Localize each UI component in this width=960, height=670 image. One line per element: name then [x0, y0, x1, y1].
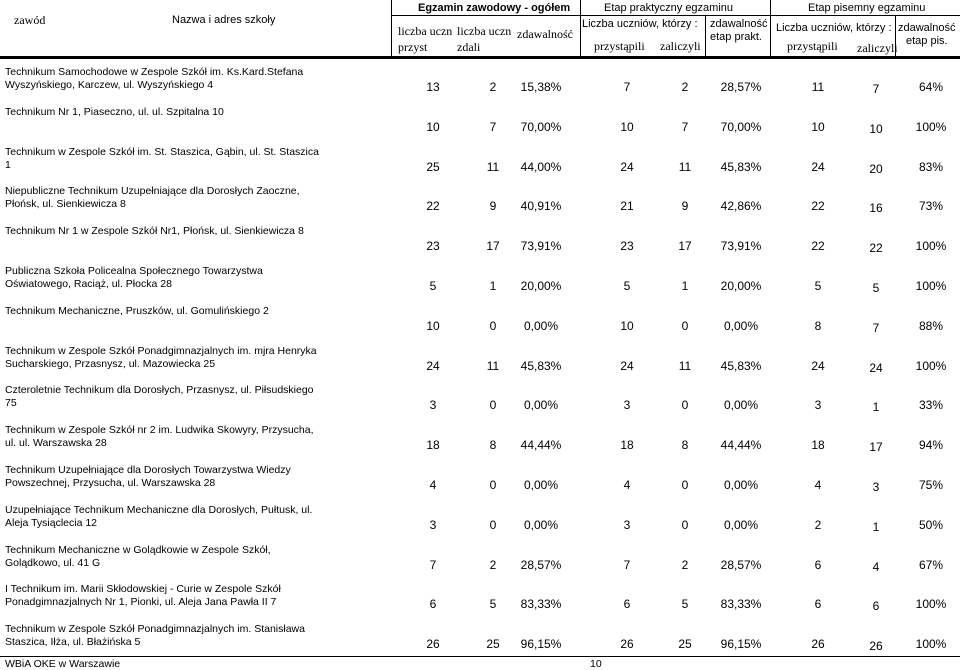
cell-value: 20	[869, 161, 883, 176]
cell-value: 18	[620, 438, 634, 453]
school-name: Technikum Samochodowe w Zespole Szkół im. Ks.Kard.Stefana Wyszyńskiego, Karczew, ul. Wyszyńskiego 4	[5, 66, 304, 91]
cell-value: 75%	[918, 478, 944, 492]
cell-value: 10	[426, 119, 440, 134]
cell-value: 28,57%	[720, 557, 762, 572]
cell-value: 0,00%	[723, 517, 759, 532]
cell-value: 10	[869, 121, 883, 136]
cell-value: 1	[872, 400, 880, 415]
header-zawod: zawód	[14, 13, 46, 27]
cell-value: 3	[814, 398, 822, 413]
cell-value: 11	[678, 358, 692, 373]
cell-value: 0	[489, 318, 497, 333]
cell-value: 0,00%	[723, 478, 759, 492]
cell-value: 18	[811, 438, 825, 453]
table-row	[0, 259, 960, 299]
table-row	[0, 418, 960, 458]
cell-value: 8	[489, 438, 497, 453]
cell-value: 7	[681, 119, 689, 134]
cell-value: 0,00%	[723, 318, 759, 333]
cell-value: 96,15%	[720, 637, 762, 652]
cell-value: 4	[814, 478, 822, 492]
header-practical-col1: przystąpili	[594, 39, 645, 53]
table-row	[0, 60, 960, 100]
cell-value: 11	[486, 159, 500, 174]
table-row	[0, 378, 960, 418]
cell-value: 0	[681, 517, 689, 532]
cell-value: 83%	[918, 159, 944, 174]
cell-value: 100%	[915, 597, 947, 612]
footer-page-number: 10	[590, 658, 602, 670]
cell-value: 0	[489, 478, 497, 492]
table-row	[0, 498, 960, 538]
cell-value: 2	[681, 80, 689, 94]
table-row	[0, 538, 960, 578]
cell-value: 13	[426, 80, 440, 94]
header-divider	[0, 56, 960, 59]
school-name: Czteroletnie Technikum dla Dorosłych, Przasnysz, ul. Piłsudskiego 75	[5, 384, 314, 410]
table-row	[0, 179, 960, 219]
cell-value: 73%	[918, 199, 944, 214]
school-name: Technikum Uzupełniające dla Dorosłych Towarzystwa Wiedzy Powszechnej, Przysucha, ul. Warszawska 28	[5, 464, 291, 489]
cell-value: 3	[872, 480, 880, 494]
cell-value: 26	[869, 639, 883, 654]
cell-value: 33%	[918, 398, 944, 413]
cell-value: 5	[429, 279, 437, 293]
cell-value: 3	[623, 517, 631, 532]
cell-value: 44,44%	[520, 438, 562, 453]
header-overall-col2b: zdali	[457, 40, 481, 54]
header-overall-col1a: liczba uczn	[398, 24, 453, 38]
cell-value: 21	[620, 199, 634, 214]
cell-value: 7	[872, 320, 880, 335]
cell-value: 1	[489, 279, 497, 293]
table-row	[0, 458, 960, 498]
cell-value: 7	[489, 119, 497, 134]
cell-value: 22	[811, 199, 825, 214]
cell-value: 3	[429, 517, 437, 532]
table-header	[0, 0, 960, 56]
cell-value: 5	[681, 597, 689, 612]
school-name: Niepubliczne Technikum Uzupełniające dla Dorosłych Zaoczne, Płońsk, ul. Sienkiewicza 8	[5, 185, 300, 211]
cell-value: 88%	[918, 318, 944, 333]
table-row	[0, 100, 960, 140]
cell-value: 5	[814, 279, 822, 293]
table-row	[0, 617, 960, 657]
cell-value: 0,00%	[523, 318, 559, 333]
cell-value: 73,91%	[520, 239, 562, 254]
header-written-rate-a: zdawalność	[898, 22, 956, 34]
cell-value: 10	[811, 119, 825, 134]
cell-value: 0	[489, 517, 497, 532]
table-row	[0, 140, 960, 180]
cell-value: 64%	[918, 80, 944, 94]
cell-value: 8	[814, 318, 822, 333]
cell-value: 40,91%	[520, 199, 562, 214]
cell-value: 11	[811, 80, 825, 94]
header-practical-rate-a: zdawalność	[710, 18, 768, 30]
cell-value: 7	[623, 80, 631, 94]
cell-value: 1	[681, 279, 689, 293]
header-overall: Egzamin zawodowy - ogółem	[418, 2, 571, 14]
cell-value: 8	[681, 438, 689, 453]
cell-value: 22	[811, 239, 825, 254]
cell-value: 0	[681, 318, 689, 333]
cell-value: 10	[620, 119, 634, 134]
cell-value: 28,57%	[520, 557, 562, 572]
school-name: Technikum w Zespole Szkół nr 2 im. Ludwika Skowyry, Przysucha, ul. ul. Warszawska 28	[5, 424, 314, 450]
cell-value: 16	[869, 201, 883, 216]
cell-value: 100%	[915, 279, 947, 293]
cell-value: 23	[620, 239, 634, 254]
cell-value: 22	[426, 199, 440, 214]
cell-value: 45,83%	[720, 159, 762, 174]
school-name: Technikum w Zespole Szkół Ponadgimnazjalnych im. Stanisława Staszica, Iłża, ul. Błażińska 5	[5, 623, 305, 649]
cell-value: 24	[620, 358, 634, 373]
cell-value: 7	[623, 557, 631, 572]
school-name: Technikum Mechaniczne w Golądkowie w Zespole Szkół, Golądkowo, ul. 41 G	[5, 543, 271, 569]
cell-value: 15,38%	[520, 80, 562, 94]
cell-value: 1	[872, 519, 880, 534]
school-name: Technikum w Zespole Szkół im. St. Staszica, Gąbin, ul. St. Staszica 1	[5, 145, 319, 171]
cell-value: 6	[872, 599, 880, 614]
school-name: Technikum Nr 1, Piaseczno, ul. ul. Szpitalna 10	[5, 105, 224, 118]
cell-value: 26	[811, 637, 825, 652]
cell-value: 22	[869, 241, 883, 256]
cell-value: 6	[623, 597, 631, 612]
cell-value: 0,00%	[523, 478, 559, 492]
cell-value: 11	[486, 358, 500, 373]
cell-value: 26	[620, 637, 634, 652]
cell-value: 70,00%	[520, 119, 562, 134]
cell-value: 0	[681, 478, 689, 492]
cell-value: 6	[814, 557, 822, 572]
cell-value: 10	[620, 318, 634, 333]
page-footer	[0, 656, 960, 669]
cell-value: 2	[489, 557, 497, 572]
cell-value: 5	[623, 279, 631, 293]
header-written-col1: przystąpili	[787, 39, 838, 53]
cell-value: 5	[872, 281, 880, 295]
cell-value: 100%	[915, 239, 947, 254]
cell-value: 5	[489, 597, 497, 612]
cell-value: 100%	[915, 358, 947, 373]
header-written-sub: Liczba uczniów, którzy :	[776, 22, 892, 34]
header-school: Nazwa i adres szkoły	[172, 14, 276, 26]
table-row	[0, 299, 960, 339]
table-row	[0, 219, 960, 259]
cell-value: 17	[486, 239, 500, 254]
cell-value: 100%	[915, 637, 947, 652]
cell-value: 67%	[918, 557, 944, 572]
school-name: Publiczna Szkoła Policealna Społecznego Towarzystwa Oświatowego, Raciąż, ul. Płocka 28	[5, 265, 263, 290]
cell-value: 17	[869, 440, 883, 455]
cell-value: 18	[426, 438, 440, 453]
cell-value: 44,44%	[720, 438, 762, 453]
cell-value: 10	[426, 318, 440, 333]
school-name: Uzupełniające Technikum Mechaniczne dla Dorosłych, Pułtusk, ul. Aleja Tysiąclecia 12	[5, 503, 313, 529]
header-written: Etap pisemny egzaminu	[808, 2, 926, 14]
table-row	[0, 339, 960, 379]
cell-value: 42,86%	[720, 199, 762, 214]
table-row	[0, 577, 960, 617]
cell-value: 20,00%	[720, 279, 762, 293]
header-overall-col2a: liczba uczn	[457, 24, 512, 38]
header-written-rate-b: etap pis.	[906, 35, 948, 47]
cell-value: 83,33%	[520, 597, 562, 612]
cell-value: 6	[814, 597, 822, 612]
cell-value: 2	[814, 517, 822, 532]
cell-value: 45,83%	[520, 358, 562, 373]
cell-value: 24	[869, 360, 883, 375]
cell-value: 73,91%	[720, 239, 762, 254]
cell-value: 83,33%	[720, 597, 762, 612]
cell-value: 100%	[915, 119, 947, 134]
cell-value: 26	[426, 637, 440, 652]
cell-value: 2	[681, 557, 689, 572]
cell-value: 44,00%	[520, 159, 562, 174]
cell-value: 28,57%	[720, 80, 762, 94]
cell-value: 11	[678, 159, 692, 174]
cell-value: 24	[811, 358, 825, 373]
cell-value: 24	[426, 358, 440, 373]
cell-value: 0,00%	[523, 398, 559, 413]
cell-value: 0,00%	[523, 517, 559, 532]
header-practical-rate-b: etap prakt.	[710, 31, 762, 43]
cell-value: 17	[678, 239, 692, 254]
cell-value: 3	[429, 398, 437, 413]
cell-value: 25	[486, 637, 500, 652]
cell-value: 0,00%	[723, 398, 759, 413]
cell-value: 50%	[918, 517, 944, 532]
cell-value: 20,00%	[520, 279, 562, 293]
cell-value: 6	[429, 597, 437, 612]
school-name: Technikum Mechaniczne, Pruszków, ul. Gomulińskiego 2	[5, 304, 269, 317]
cell-value: 0	[489, 398, 497, 413]
cell-value: 3	[623, 398, 631, 413]
header-practical: Etap praktyczny egzaminu	[604, 2, 734, 14]
cell-value: 45,83%	[720, 358, 762, 373]
cell-value: 2	[489, 80, 497, 94]
school-name: I Technikum im. Marii Skłodowskiej - Curie w Zespole Szkół Ponadgimnazjalnych Nr 1, Pionki, ul. Aleja Jana Pawła II 7	[5, 583, 281, 609]
cell-value: 7	[872, 82, 880, 96]
cell-value: 24	[811, 159, 825, 174]
school-name: Technikum Nr 1 w Zespole Szkół Nr1, Płońsk, ul. Sienkiewicza 8	[5, 225, 304, 238]
footer-organization: WBiA OKE w Warszawie	[5, 658, 121, 670]
header-overall-rate: zdawalność	[517, 27, 573, 41]
cell-value: 25	[426, 159, 440, 174]
header-overall-col1b: przyst	[398, 40, 428, 54]
cell-value: 7	[429, 557, 437, 572]
cell-value: 25	[678, 637, 692, 652]
cell-value: 4	[623, 478, 631, 492]
cell-value: 9	[681, 199, 689, 214]
cell-value: 9	[489, 199, 497, 214]
cell-value: 0	[681, 398, 689, 413]
cell-value: 70,00%	[720, 119, 762, 134]
cell-value: 23	[426, 239, 440, 254]
header-practical-col2: zaliczyli	[660, 39, 701, 53]
header-practical-sub: Liczba uczniów, którzy :	[582, 18, 698, 30]
cell-value: 4	[429, 478, 437, 492]
cell-value: 94%	[918, 438, 944, 453]
header-written-col2: zaliczyli	[857, 41, 898, 55]
cell-value: 24	[620, 159, 634, 174]
school-name: Technikum w Zespole Szkół Ponadgimnazjalnych im. mjra Henryka Sucharskiego, Przasnysz, ul. Mazowiecka 25	[5, 344, 317, 370]
cell-value: 4	[872, 559, 880, 574]
cell-value: 96,15%	[520, 637, 562, 652]
